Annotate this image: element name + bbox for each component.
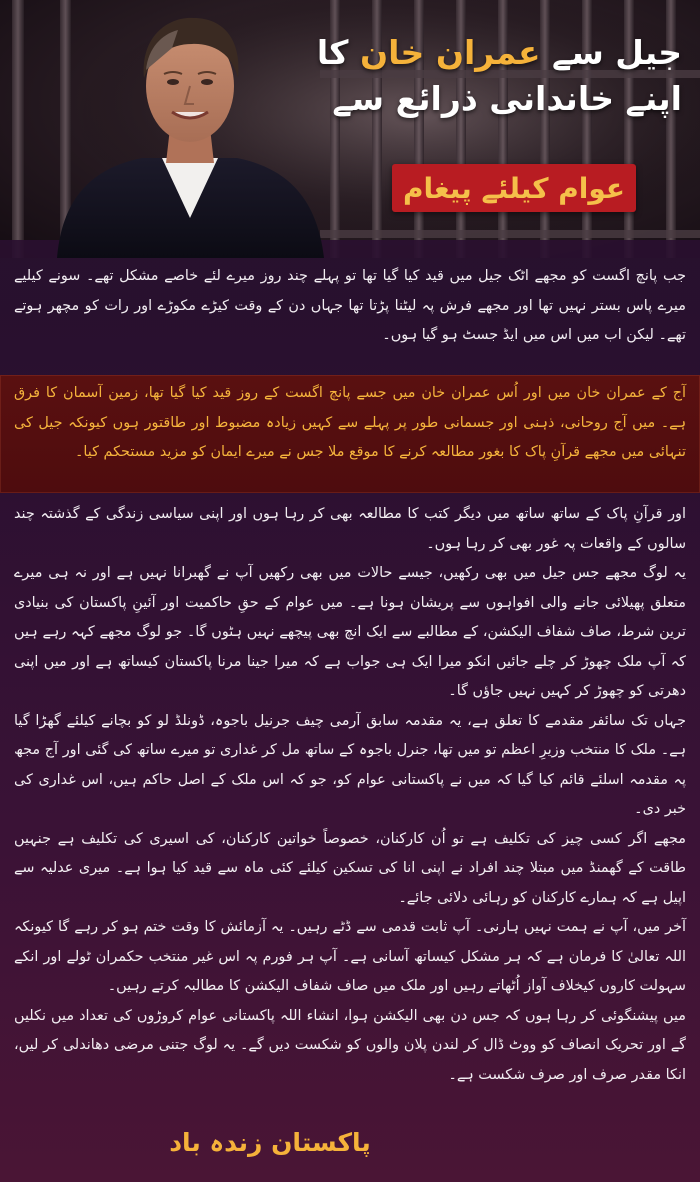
highlight-box	[0, 375, 700, 493]
headline-suffix: کا	[316, 33, 349, 72]
message-badge-label: عوام کیلئے پیغام	[402, 171, 626, 205]
footer-slogan: پاکستان زندہ باد	[169, 1128, 371, 1157]
paragraph-3: جہاں تک سائفر مقدمے کا تعلق ہے، یہ مقدمہ سابق آرمی چیف جرنیل باجوہ، ڈونلڈ لو کو بچانے کیلئے گھڑا گیا ہے۔ ملک کا منتخب وزیرِ اعظم تو میں تھا، جنرل باجوہ کے ساتھ مل کر غداری تو میرے ساتھ کی گئی اور آج مجھ پہ مقدمہ اسلئے قائم کیا گیا کہ میں نے پاکستانی عوام کو، جو کہ اس ملک کے اصل حاکم ہیں، اس غداری کی خبر دی۔	[14, 712, 686, 817]
paragraph-2: یہ لوگ مجھے جس جیل میں بھی رکھیں، جیسے حالات میں بھی رکھیں آپ نے گھبرانا نہیں ہے اور نہ ہی میرے متعلق پھیلائی جانے والی افواہوں سے پریشان ہونا ہے۔ میں عوام کے حقِ حاکمیت اور آئینِ پاکستان کی بنیادی ترین شرط، صاف شفاف الیکشن، کے مطالبے سے ایک انچ بھی پیچھے نہیں ہٹوں گا۔ جو لوگ مجھے کہہ رہے ہیں کہ آپ ملک چھوڑ کر چلے جائیں انکو میرا ایک ہی جواب ہے کہ میرا جینا مرنا پاکستان کیساتھ ہے اور میں اپنی دھرتی کو چھوڑ کر کہیں نہیں جاؤں گا۔	[14, 565, 686, 699]
headline-line-2: اپنے خاندانی ذرائع سے	[332, 79, 682, 118]
intro-paragraph	[14, 262, 686, 351]
headline-line-1	[316, 30, 682, 76]
highlight-text: آج کے عمران خان میں اور اُس عمران خان میں جسے پانچ اگست کے روز قید کیا گیا تھا، زمین آسمان کا فرق ہے۔ میں آج روحانی، ذہنی اور جسمانی طور پر پہلے سے کہیں زیادہ مضبوط اور طاقتور ہوں کیونکہ جیل کی تنہائی میں مجھے قرآنِ پاک کا بغور مطالعہ کرنے کا موقع ملا جس نے میرے ایمان کو مزید مستحکم کیا۔	[14, 385, 686, 460]
message-badge	[392, 164, 636, 212]
intro-text: جب پانچ اگست کو مجھے اٹک جیل میں قید کیا گیا تھا تو پہلے چند روز میرے لئے خاصے مشکل تھے۔ سونے کیلیے میرے پاس بستر نہیں تھا اور مجھے فرش پہ لیٹنا پڑتا تھا جہاں دن کے وقت کیڑے مکوڑے اور رات کو مچھر ہوتے تھے۔ لیکن اب میں اس میں ایڈ جسٹ ہو گیا ہوں۔	[14, 268, 686, 343]
headline-name: عمران خان	[359, 33, 541, 72]
headline-prefix: جیل سے	[552, 33, 682, 72]
header	[0, 0, 700, 258]
paragraph-6: میں پیشنگوئی کر رہا ہوں کہ جس دن بھی الیکشن ہوا، انشاء اللہ پاکستانی عوام کروڑوں کی تعداد میں نکلیں گے اور تحریک انصاف کو ووٹ ڈال کر لندن پلان والوں کو شکست دیں گے۔ یہ لوگ جتنی مرضی دھاندلی کر لیں، انکا مقدر صرف اور صرف شکست ہے۔	[14, 1007, 686, 1083]
highlight-paragraph	[14, 379, 686, 468]
main-text	[14, 500, 686, 1090]
headline	[316, 30, 682, 122]
paragraph-1: اور قرآنِ پاک کے ساتھ ساتھ میں دیگر کتب کا مطالعہ بھی کر رہا ہوں اور اپنی سیاسی زندگی کے گذشتہ چند سالوں کے واقعات پہ غور بھی کر رہا ہوں۔	[14, 506, 686, 552]
paragraph-4: مجھے اگر کسی چیز کی تکلیف ہے تو اُن کارکنان، خصوصاً خواتین کارکنان، کی اسیری کی تکلیف ہے جنہیں طاقت کے گھمنڈ میں مبتلا چند افراد نے اپنی انا کی تسکین کیلئے کئی ماہ سے قید کیا ہوا ہے۔ میری عدلیہ سے اپیل ہے کہ ہمارے کارکنان کو رہائی دلائی جائے۔	[14, 830, 686, 906]
portrait-photo	[52, 8, 327, 258]
paragraph-5: آخر میں، آپ نے ہمت نہیں ہارنی۔ آپ ثابت قدمی سے ڈٹے رہیں۔ یہ آزمائش کا وقت ختم ہو کر رہے گا کیونکہ اللہ تعالیٰ کا فرمان ہے کہ ہر مشکل کیساتھ آسانی ہے۔ آپ ہر فورم پہ اس غیر منتخب حکمران ٹولے اور انکے سہولت کاروں کیخلاف آواز اُٹھاتے رہیں اور ملک میں صاف شفاف الیکشن کا مطالبہ کرتے رہیں۔	[14, 919, 686, 994]
